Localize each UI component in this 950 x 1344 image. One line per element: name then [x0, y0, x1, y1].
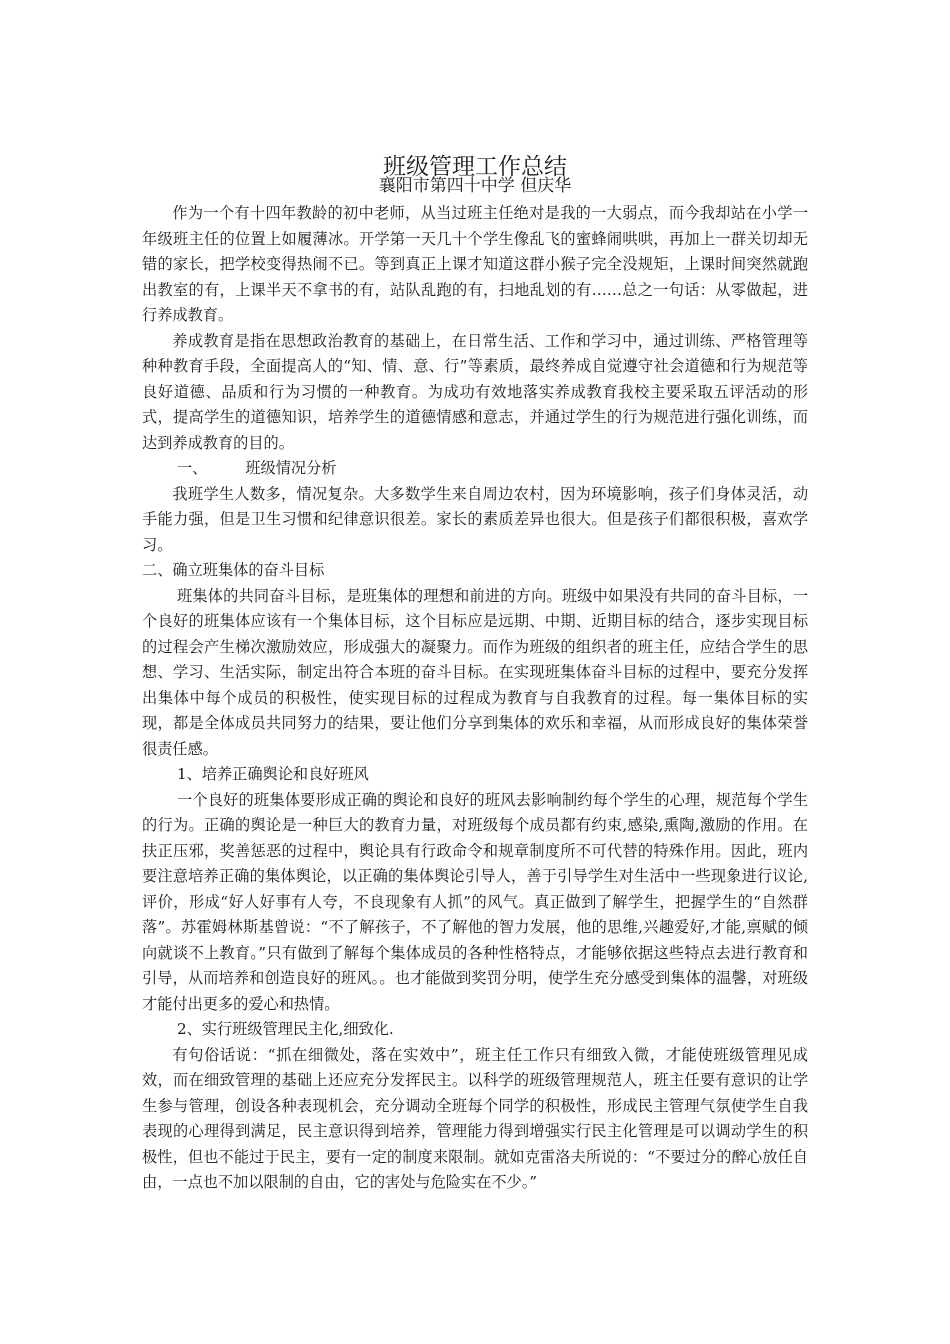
section-heading: [142, 456, 808, 482]
section-heading: 二、确立班集体的奋斗目标: [142, 561, 325, 579]
paragraph: 作为一个有十四年教龄的初中老师，从当过班主任绝对是我的一大弱点，而今我却站在小学一年级班主任的位置上如履薄冰。开学第一天几十个学生像乱飞的蜜蜂闹哄哄，再加上一群关切却无错的家长，把学校变得热闹不已。等到真正上课才知道这群小猴子完全没规矩，上课时间突然就跑出教室的有，上课半天不拿书的有，站队乱跑的有，扫地乱划的有……总之一句话：从零做起，进行养成教育。: [142, 204, 808, 324]
paragraph: 一个良好的班集体要形成正确的舆论和良好的班风去影响制约每个学生的心理，规范每个学生的行为。正确的舆论是一种巨大的教育力量，对班级每个成员都有约束,感染,熏陶,激励的作用。在扶正压邪，奖善惩恶的过程中，舆论具有行政命令和规章制度所不可代替的特殊作用。因此，班内要注意培养正确的集体舆论，以正确的集体舆论引导人，善于引导学生对生活中一些现象进行议论,评价，形成“好人好事有人夸，不良现象有人抓”的风气。真正做到了解学生，把握学生的“自然群落”。苏霍姆林斯基曾说：“不了解孩子，不了解他的智力发展，他的思维,兴趣爱好,才能,禀赋的倾向就谈不上教育。”只有做到了解每个集体成员的各种性格特点，才能够依据这些特点去进行教育和引导，从而培养和创造良好的班风。。也才能做到奖罚分明，使学生充分感受到集体的温馨，对班级才能付出更多的爱心和热情。: [142, 790, 808, 1013]
subsection-heading: 2、实行班级管理民主化,细致化.: [176, 1020, 394, 1038]
section-heading-text: 班级情况分析: [245, 459, 337, 477]
paragraph: 我班学生人数多，情况复杂。大多数学生来自周边农村，因为环境影响，孩子们身体灵活，动手能力强，但是卫生习惯和纪律意识很差。家长的素质差异也很大。但是孩子们都很积极，喜欢学习。: [142, 484, 808, 554]
section-number: 一、: [176, 459, 208, 477]
subsection-heading: 1、培养正确舆论和良好班风: [176, 765, 369, 783]
document-title: 班级管理工作总结: [383, 154, 567, 181]
paragraph: 有句俗话说：“抓在细微处，落在实效中”，班主任工作只有细致入微，才能使班级管理见成效，而在细致管理的基础上还应充分发挥民主。以科学的班级管理规范人，班主任要有意识的让学生参与管理，创设各种表现机会，充分调动全班每个同学的积极性，形成民主管理气氛使学生自我表现的心理得到满足，民主意识得到培养，管理能力得到增强实行民主化管理是可以调动学生的积极性，但也不能过于民主，要有一定的制度来限制。就如克雷洛夫所说的：“不要过分的醉心放任自由，一点也不加以限制的自由，它的害处与危险实在不少。”: [142, 1045, 808, 1191]
paragraph: 养成教育是指在思想政治教育的基础上，在日常生活、工作和学习中，通过训练、严格管理等种种教育手段，全面提高人的“知、情、意、行”等素质，最终养成自觉遵守社会道德和行为规范等良好道德、品质和行为习惯的一种教育。为成功有效地落实养成教育我校主要采取五评活动的形式，提高学生的道德知识，培养学生的道德情感和意志，并通过学生的行为规范进行强化训练，而达到养成教育的目的。: [142, 331, 808, 452]
document-body: [142, 201, 808, 1196]
paragraph: 班集体的共同奋斗目标，是班集体的理想和前进的方向。班级中如果没有共同的奋斗目标，一个良好的班集体应该有一个集体目标，这个目标应是远期、中期、近期目标的结合，逐步实现目标的过程会产生梯次激励效应，形成强大的凝聚力。而作为班级的组织者的班主任，应结合学生的思想、学习、生活实际，制定出符合本班的奋斗目标。在实现班集体奋斗目标的过程中，要充分发挥出集体中每个成员的积极性，使实现目标的过程成为教育与自我教育的过程。每一集体目标的实现，都是全体成员共同努力的结果，要让他们分享到集体的欢乐和幸福，从而形成良好的集体荣誉很责任感。: [142, 586, 808, 758]
author-line: 襄阳市第四十中学 但庆华: [378, 176, 572, 196]
